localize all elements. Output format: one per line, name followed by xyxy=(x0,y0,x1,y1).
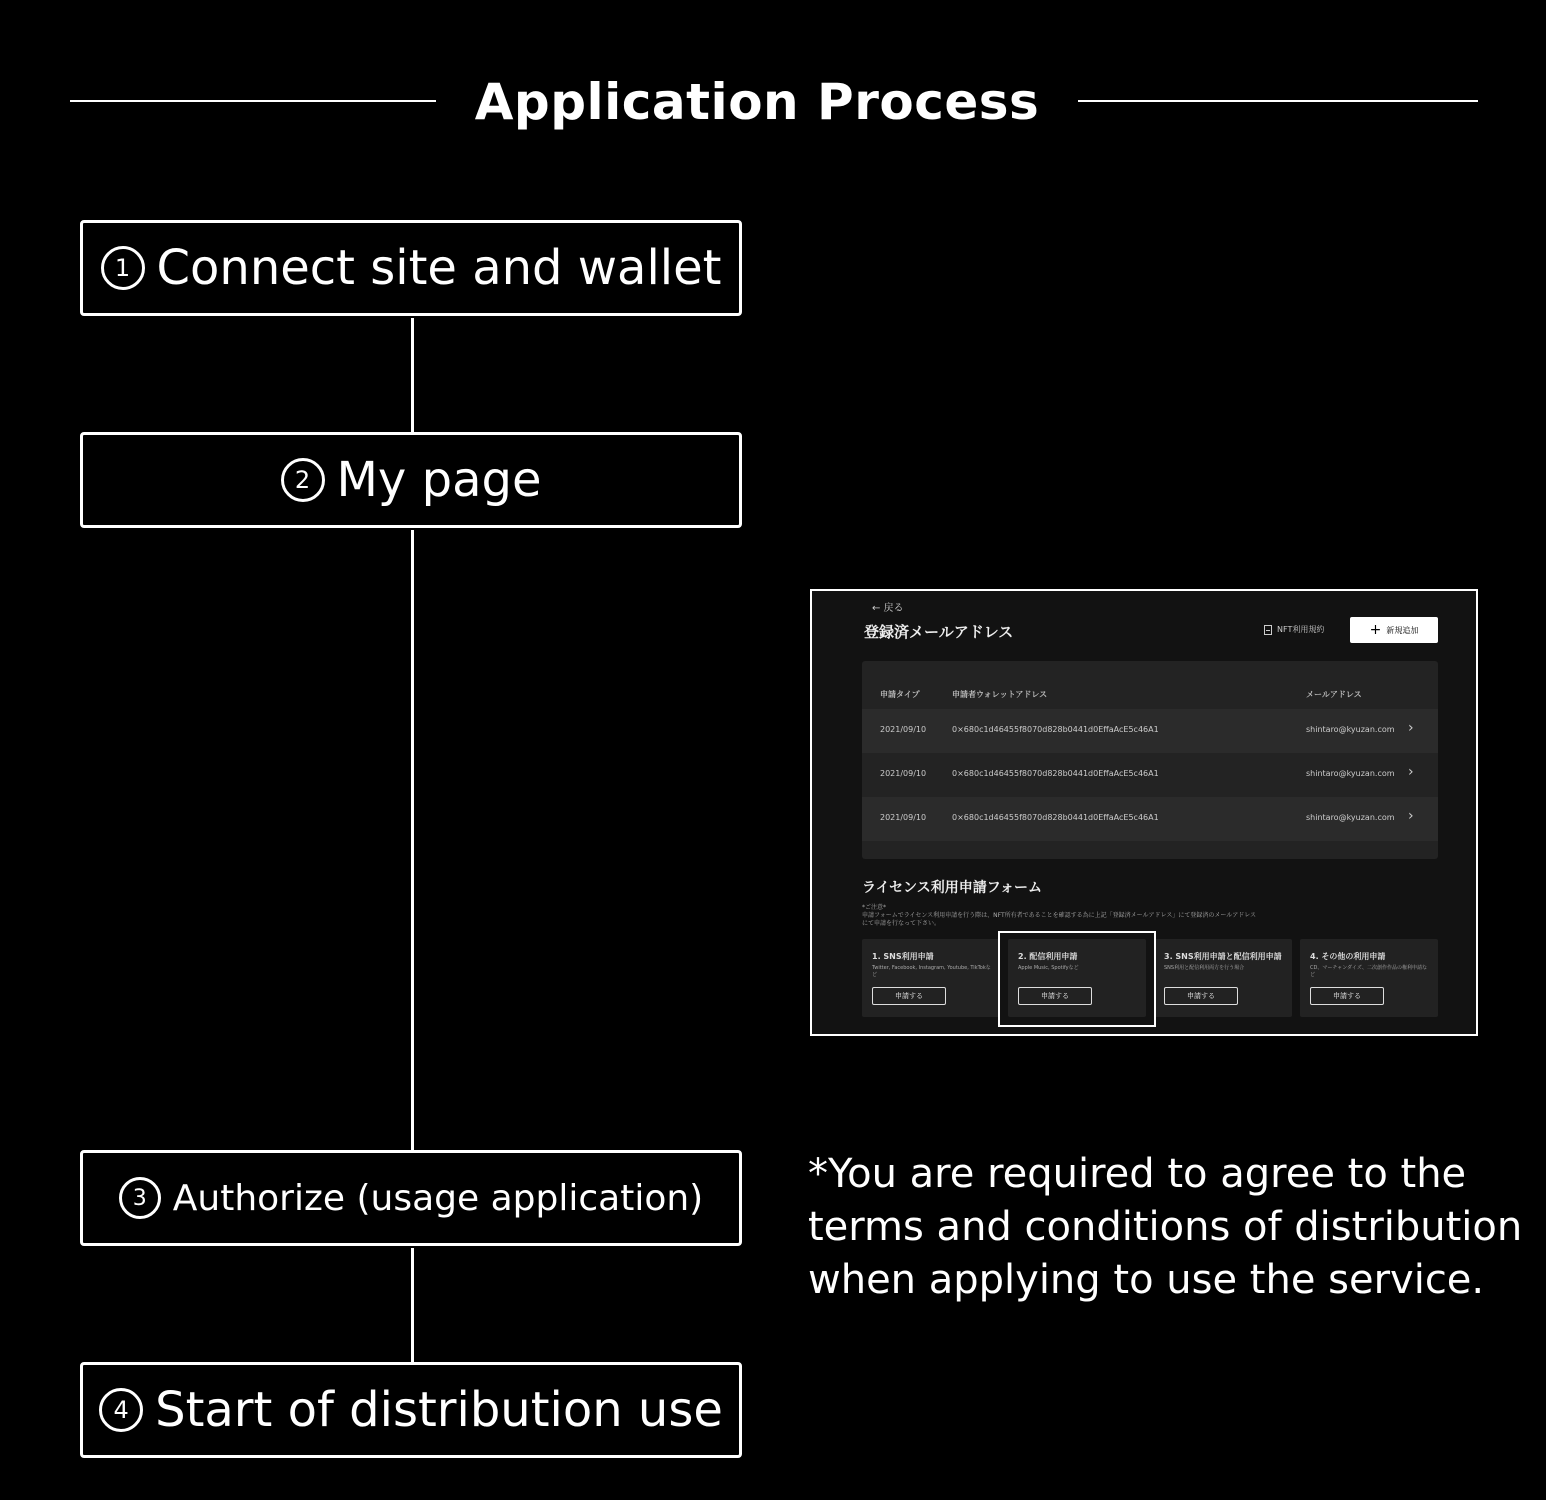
connector-1-2 xyxy=(411,318,414,432)
license-form-title: ライセンス利用申請フォーム xyxy=(862,880,1043,896)
row-wallet: 0×680c1d46455f8070d828b0441d0EffaAcE5c46A1 xyxy=(952,725,1159,734)
chevron-right-icon[interactable]: › xyxy=(1408,764,1414,780)
title-divider-left xyxy=(70,100,436,102)
application-card-other xyxy=(1300,939,1438,1017)
application-card-sns xyxy=(862,939,1000,1017)
step-4-box xyxy=(80,1362,742,1458)
row-email: shintaro@kyuzan.com xyxy=(1306,813,1395,822)
add-new-button[interactable] xyxy=(1350,617,1438,643)
apply-button[interactable]: 申請する xyxy=(1164,987,1238,1005)
row-wallet: 0×680c1d46455f8070d828b0441d0EffaAcE5c46A1 xyxy=(952,769,1159,778)
caution-heading: *ご注意* xyxy=(862,904,887,911)
step-3-box xyxy=(80,1150,742,1246)
apply-button[interactable]: 申請する xyxy=(1018,987,1092,1005)
plus-icon: + xyxy=(1369,622,1382,638)
row-wallet: 0×680c1d46455f8070d828b0441d0EffaAcE5c46A1 xyxy=(952,813,1159,822)
step-label-1: Connect site and wallet xyxy=(156,240,722,296)
row-email: shintaro@kyuzan.com xyxy=(1306,725,1395,734)
step-number-4: 4 xyxy=(99,1388,143,1432)
back-link[interactable]: ← 戻る xyxy=(872,603,904,614)
card-description: SNS利用と配信利用両方を行う場合 xyxy=(1164,965,1245,971)
step-number-3: 3 xyxy=(119,1177,161,1219)
email-table xyxy=(862,661,1438,859)
card-title: 1. SNS利用申請 xyxy=(872,952,934,961)
column-header-wallet: 申請者ウォレットアドレス xyxy=(952,690,1048,699)
header xyxy=(0,60,1546,144)
column-header-type: 申請タイプ xyxy=(880,690,920,699)
terms-note: *You are required to agree to the terms and conditions of distribution when applying to use the service. xyxy=(808,1151,1523,1303)
connector-2-3 xyxy=(411,530,414,1150)
step-number-2: 2 xyxy=(281,458,325,502)
apply-button[interactable]: 申請する xyxy=(872,987,946,1005)
card-title: 4. その他の利用申請 xyxy=(1310,952,1386,961)
title-divider-right xyxy=(1078,100,1478,102)
chevron-right-icon[interactable]: › xyxy=(1408,720,1414,736)
connector-3-4 xyxy=(411,1248,414,1362)
nft-terms-label: NFT利用規約 xyxy=(1277,625,1325,634)
apply-button[interactable]: 申請する xyxy=(1310,987,1384,1005)
row-date: 2021/09/10 xyxy=(880,769,927,778)
page-title: Application Process xyxy=(474,73,1040,131)
card-title: 2. 配信利用申請 xyxy=(1018,952,1078,961)
column-header-email: メールアドレス xyxy=(1306,690,1362,699)
step-label-3: Authorize (usage application) xyxy=(172,1177,704,1219)
table-row[interactable] xyxy=(862,753,1438,797)
nft-terms-link[interactable] xyxy=(1264,624,1324,635)
row-email: shintaro@kyuzan.com xyxy=(1306,769,1395,778)
card-description: CD、マーチャンダイズ、二次創作作品の権利申請など xyxy=(1310,965,1427,978)
chevron-right-icon[interactable]: › xyxy=(1408,808,1414,824)
card-description: Apple Music, Spotifyなど xyxy=(1018,965,1079,971)
card-title: 3. SNS利用申請と配信利用申請 xyxy=(1164,952,1282,961)
my-page-screenshot xyxy=(810,589,1478,1036)
add-new-label: 新規追加 xyxy=(1386,625,1419,635)
application-card-sns-and-distribution xyxy=(1154,939,1292,1017)
step-number-1: 1 xyxy=(101,246,145,290)
row-date: 2021/09/10 xyxy=(880,725,927,734)
registered-email-title: 登録済メールアドレス xyxy=(864,623,1014,641)
card-description: Twitter, Facebook, Instagram, Youtube, TikTokなど xyxy=(872,965,991,978)
distribution-card-highlight xyxy=(998,931,1156,1027)
caution-text xyxy=(862,904,1262,928)
table-row[interactable] xyxy=(862,797,1438,841)
table-row[interactable] xyxy=(862,709,1438,753)
document-icon xyxy=(1264,625,1272,635)
step-1-box xyxy=(80,220,742,316)
step-2-box xyxy=(80,432,742,528)
step-label-2: My page xyxy=(336,452,542,508)
caution-body: 申請フォームでライセンス利用申請を行う際は、NFT所有者であることを確認する為に上記「登録済メールアドレス」にて登録済のメールアドレスにて申請を行なって下さい。 xyxy=(862,912,1257,927)
row-date: 2021/09/10 xyxy=(880,813,927,822)
step-label-4: Start of distribution use xyxy=(155,1382,723,1438)
